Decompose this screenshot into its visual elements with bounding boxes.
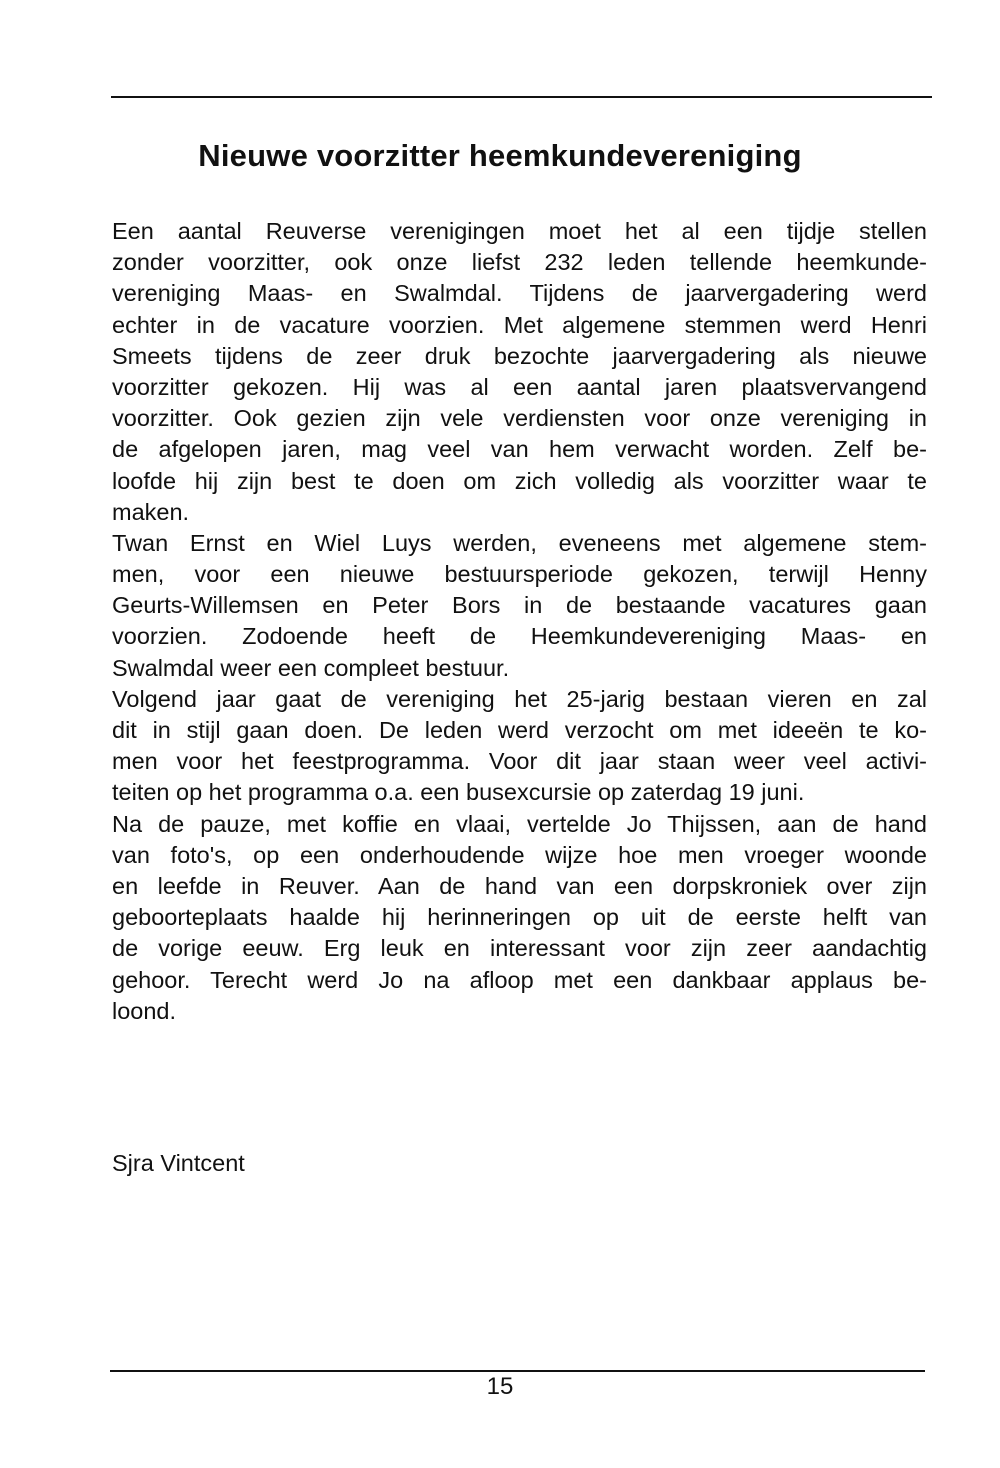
article-body [112,216,927,1027]
text-line: men, voor een nieuwe bestuursperiode gekozen, terwijl Henny [112,561,927,588]
text-line: vereniging Maas- en Swalmdal. Tijdens de jaarvergadering werd [112,280,927,307]
text-line: Smeets tijdens de zeer druk bezochte jaarvergadering als nieuwe [112,342,927,369]
text-line: teiten op het programma o.a. een busexcursie op zaterdag 19 juni. [112,779,805,806]
text-line: Een aantal Reuverse verenigingen moet het al een tijdje stellen [112,218,927,244]
text-line: de vorige eeuw. Erg leuk en interessant voor zijn zeer aandachtig [112,935,927,962]
text-line: maken. [112,498,190,525]
page-number: 15 [486,1373,514,1400]
text-line: voorzitter gekozen. Hij was al een aantal jaren plaatsvervangend [112,373,927,400]
text-line: Twan Ernst en Wiel Luys werden, eveneens met algemene stem- [112,529,927,556]
text-line: de afgelopen jaren, mag veel van hem verwacht worden. Zelf be- [112,436,927,463]
text-line: voorzitter. Ook gezien zijn vele verdiensten voor onze vereniging in [112,405,927,432]
top-rule [111,96,932,98]
paragraph [112,809,927,1027]
text-line: loofde hij zijn best te doen om zich volledig als voorzitter waar te [112,467,927,494]
text-line: gehoor. Terecht werd Jo na afloop met een dankbaar applaus be- [112,966,927,993]
text-line: loond. [112,997,177,1024]
article-title: Nieuwe voorzitter heemkundevereniging [198,138,802,173]
text-line: zonder voorzitter, ook onze liefst 232 leden tellende heemkunde- [112,249,927,276]
paragraph [112,216,927,528]
text-line: men voor het feestprogramma. Voor dit jaar staan weer veel activi- [112,748,927,775]
text-line: voorzien. Zodoende heeft de Heemkundevereniging Maas- en [112,623,927,650]
text-line: geboorteplaats haalde hij herinneringen op uit de eerste helft van [112,904,927,931]
text-line: Na de pauze, met koffie en vlaai, vertelde Jo Thijssen, aan de hand [112,810,927,837]
text-line: Volgend jaar gaat de vereniging het 25-jarig bestaan vieren en zal [112,685,927,712]
author-signature: Sjra Vintcent [112,1150,245,1176]
text-line: echter in de vacature voorzien. Met algemene stemmen werd Henri [112,311,927,338]
text-line: Swalmdal weer een compleet bestuur. [112,654,510,681]
paragraph [112,684,927,809]
paragraph [112,528,927,684]
text-line: van foto's, op een onderhoudende wijze hoe men vroeger woonde [112,841,927,868]
text-line: en leefde in Reuver. Aan de hand van een dorpskroniek over zijn [112,872,927,899]
text-line: dit in stijl gaan doen. De leden werd verzocht om met ideeën te ko- [112,717,927,743]
text-line: Geurts-Willemsen en Peter Bors in de bestaande vacatures gaan [112,592,927,619]
